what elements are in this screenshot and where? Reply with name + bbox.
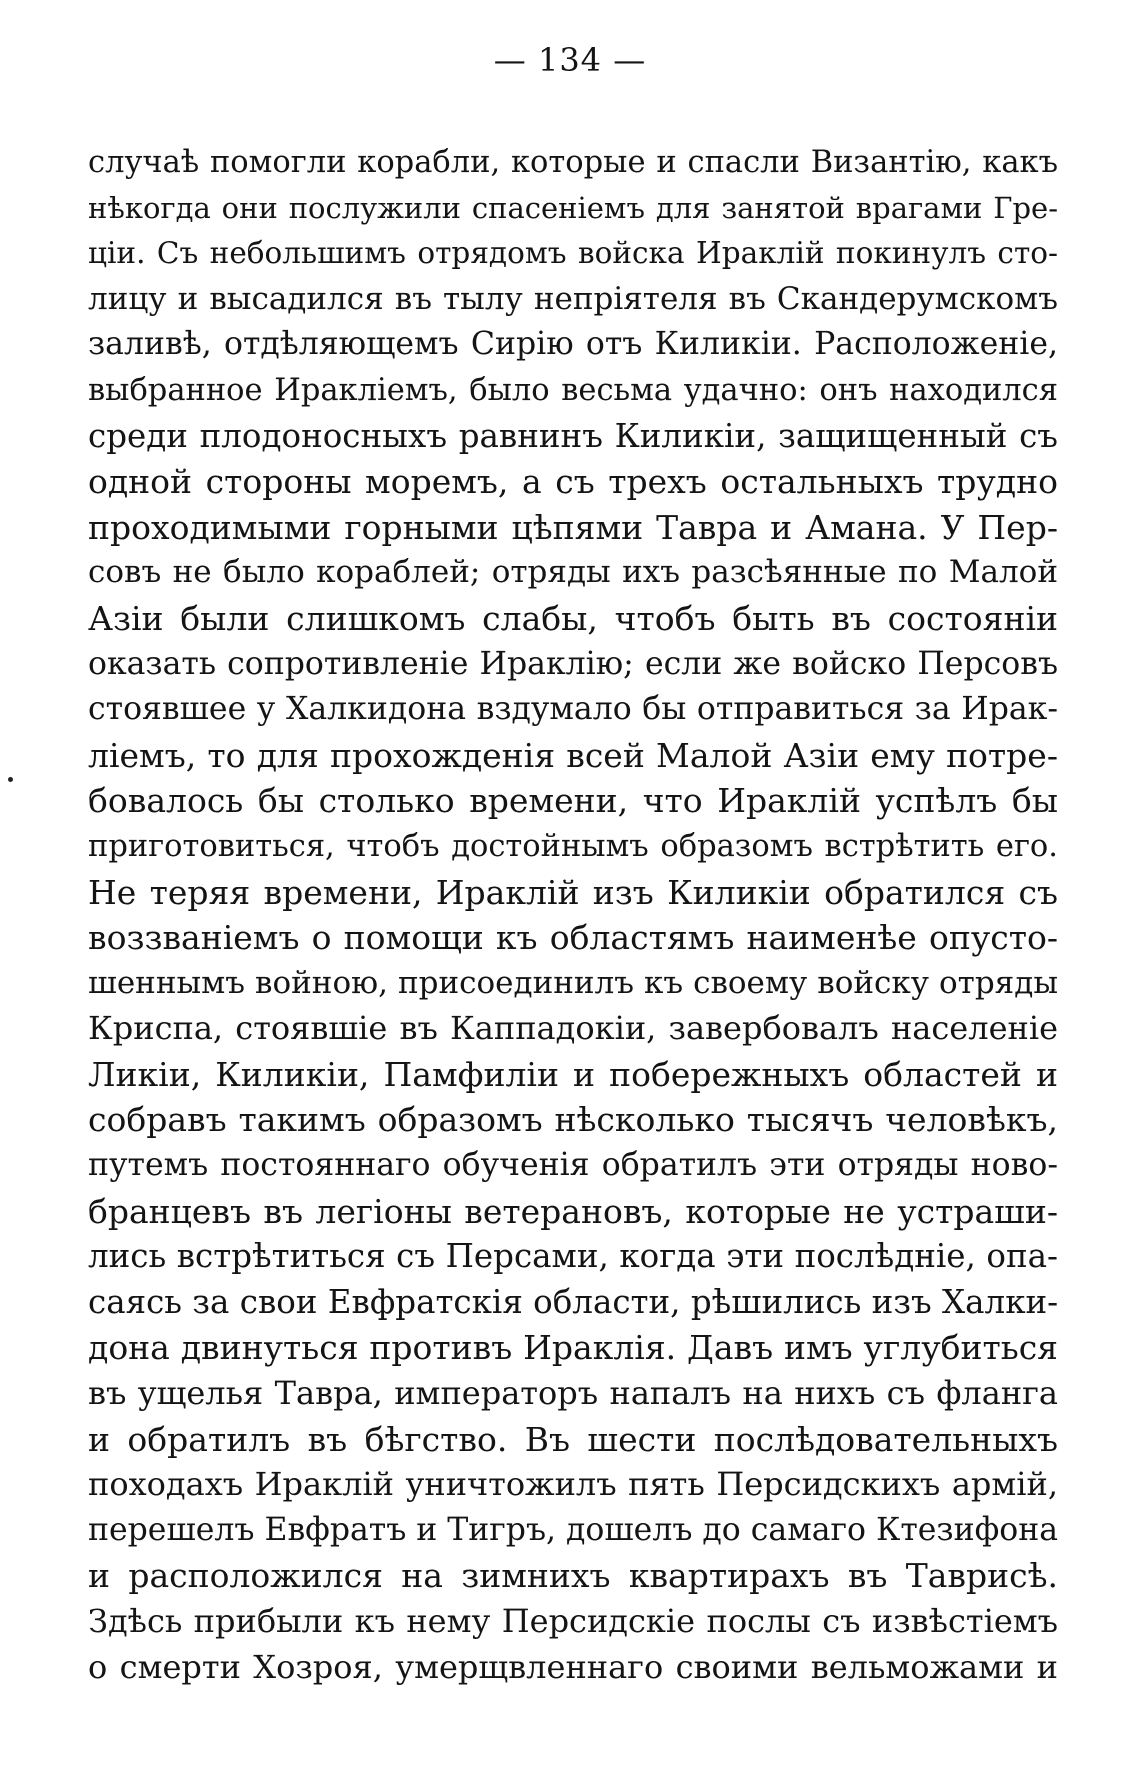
text-line: шеннымъ войною, присоединилъ къ своему войску отряды [88, 964, 1058, 1001]
text-line: бовалось бы столько времени, что Ираклій успѣлъ бы [88, 781, 1058, 821]
text-line: ліемъ, то для прохожденія всей Малой Азіи ему потре- [88, 735, 1058, 775]
text-line: бранцевъ въ легіоны ветерановъ, которые не устраши- [88, 1191, 1058, 1231]
text-line: Криспа, стоявшіе въ Каппадокіи, завербовалъ населеніе [88, 1009, 1058, 1048]
text-line: Не теряя времени, Ираклій изъ Киликіи обратился съ [88, 872, 1058, 912]
text-line: стоявшее у Халкидона вздумало бы отправиться за Ирак- [88, 691, 1058, 728]
stray-ink-dot [8, 777, 13, 782]
text-line: нѣкогда они послужили спасеніемъ для занятой врагами Гре- [88, 190, 1058, 225]
text-line: перешелъ Евфратъ и Тигръ, дошелъ до самаго Ктезифона [88, 1511, 1058, 1548]
text-line: Здѣсь прибыли къ нему Персидскіе послы съ извѣстіемъ [88, 1602, 1058, 1640]
page-number: — 134 — [493, 41, 647, 79]
body-text [88, 140, 1058, 1690]
text-line: Азіи были слишкомъ слабы, чтобъ быть въ состояніи [88, 598, 1058, 638]
text-line: Ликіи, Киликіи, Памфиліи и побережныхъ областей и [88, 1054, 1058, 1094]
text-line: путемъ постояннаго обученія обратилъ эти отряды ново- [88, 1147, 1058, 1184]
text-line: саясь за свои Евфратскія области, рѣшились изъ Халки- [88, 1282, 1058, 1321]
text-line: выбранное Иракліемъ, было весьма удачно: онъ находился [88, 372, 1058, 408]
text-line: совъ не было кораблей; отряды ихъ разсѣянные по Малой [88, 554, 1058, 591]
text-line: ціи. Съ небольшимъ отрядомъ войска Ираклій покинулъ сто- [88, 236, 1058, 271]
text-line: походахъ Ираклій уничтожилъ пять Персидскихъ армій, [88, 1465, 1058, 1504]
text-line: собравъ такимъ образомъ нѣсколько тысячъ человѣкъ, [88, 1100, 1058, 1140]
text-line: о смерти Хозроя, умерщвленнаго своими вельможами и [88, 1647, 1058, 1686]
text-line: оказать сопротивленіе Ираклію; если же войско Персовъ [88, 645, 1058, 682]
text-line: приготовиться, чтобъ достойнымъ образомъ встрѣтить его. [88, 828, 1058, 864]
text-line: заливѣ, отдѣляющемъ Сирію отъ Киликіи. Расположеніе, [88, 326, 1058, 363]
text-line: и расположился на зимнихъ квартирахъ въ Таврисѣ. [88, 1556, 1058, 1596]
text-line: случаѣ помогли корабли, которые и спасли Византію, какъ [88, 145, 1058, 180]
text-line: воззваніемъ о помощи къ областямъ наименѣе опусто- [88, 918, 1058, 958]
text-line: среди плодоносныхъ равнинъ Киликіи, защищенный съ [88, 416, 1058, 455]
text-line: лицу и высадился въ тылу непріятеля въ Скандерумскомъ [88, 280, 1058, 317]
text-line: въ ущелья Тавра, императоръ напалъ на нихъ съ фланга [88, 1374, 1058, 1413]
text-line: проходимыми горными цѣпями Тавра и Амана. У Пер- [88, 507, 1058, 547]
text-line: одной стороны моремъ, а съ трехъ остальныхъ трудно [88, 462, 1058, 502]
text-line: дона двинуться противъ Ираклія. Давъ имъ углубиться [88, 1328, 1058, 1368]
text-line: лись встрѣтиться съ Персами, когда эти послѣдніе, опа- [88, 1237, 1058, 1276]
text-line: и обратилъ въ бѣгство. Въ шести послѣдовательныхъ [88, 1419, 1058, 1459]
